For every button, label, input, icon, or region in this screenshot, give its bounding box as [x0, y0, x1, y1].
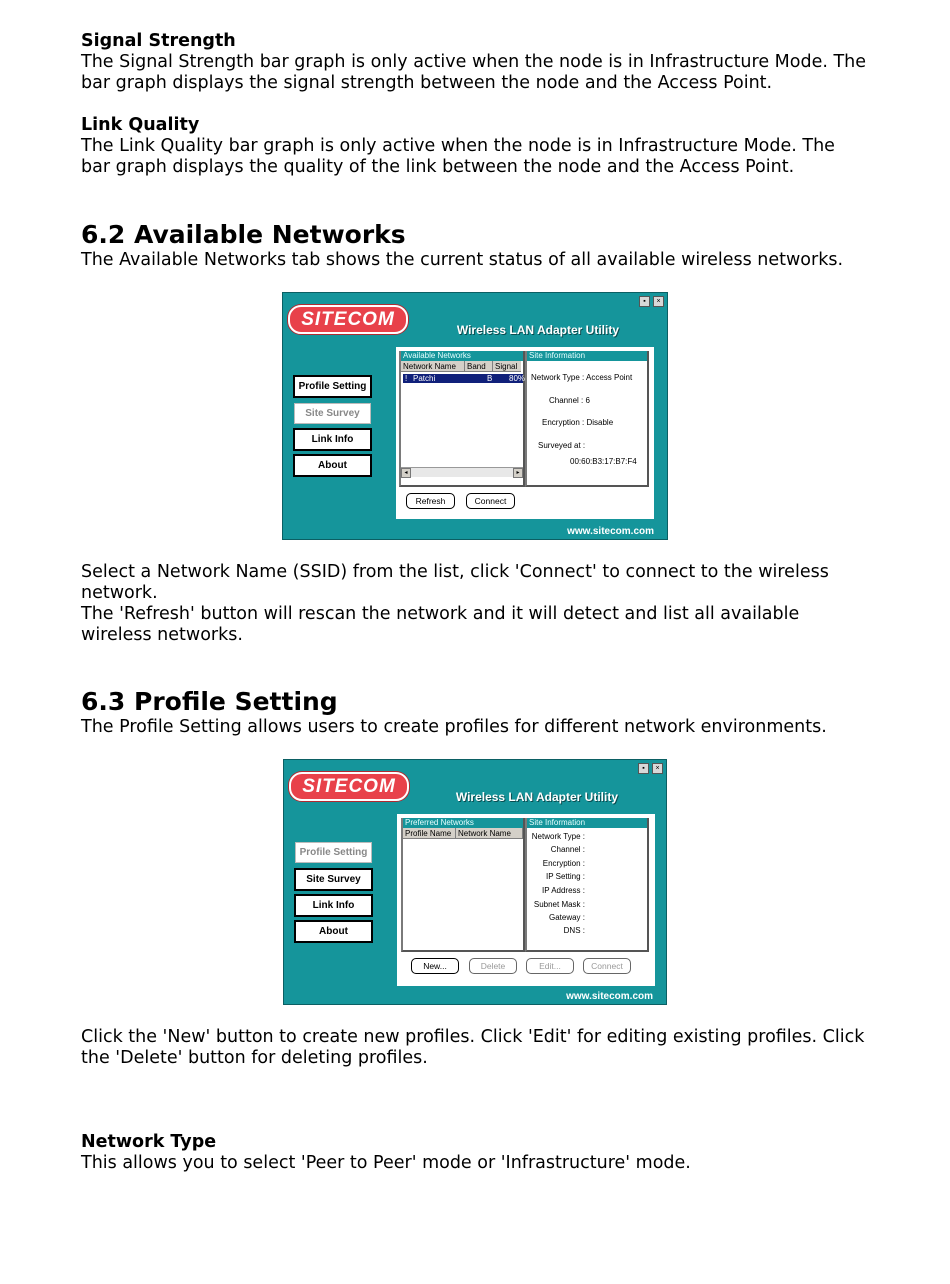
network-type-heading: Network Type — [81, 1132, 217, 1152]
connect-button-label: Connect — [474, 496, 507, 506]
close-icon[interactable]: × — [652, 763, 663, 774]
network-type-text: This allows you to select 'Peer to Peer' mode or 'Infrastructure' mode. — [81, 1153, 691, 1173]
nav-about-button[interactable]: About — [293, 454, 372, 477]
available-networks-after-line2: network. — [81, 583, 158, 603]
signal-strength-text-line1: The Signal Strength bar graph is only active when the node is in Infrastructure Mode. The — [81, 52, 867, 72]
new-button-label: New... — [423, 961, 447, 971]
refresh-button-label: Refresh — [415, 496, 446, 506]
refresh-button[interactable] — [406, 493, 455, 509]
column-network-name[interactable]: Network Name — [401, 361, 465, 372]
signal-strength-text-line2: bar graph displays the signal strength between the node and the Access Point. — [81, 73, 773, 93]
new-profile-button[interactable] — [411, 958, 459, 974]
profile-setting-intro: The Profile Setting allows users to create profiles for different network environments. — [81, 717, 827, 737]
nav-about-button[interactable]: About — [294, 920, 373, 943]
field-gateway: Gateway : — [548, 913, 585, 922]
profile-setting-heading: 6.3 Profile Setting — [81, 687, 338, 716]
nav-site-survey-button[interactable]: Site Survey — [294, 868, 373, 891]
connect-profile-button[interactable] — [583, 958, 631, 974]
field-network-type: Network Type : — [531, 832, 585, 841]
available-networks-panel-title: Available Networks — [401, 351, 523, 361]
profile-setting-screenshot — [283, 759, 667, 1005]
delete-button-label: Delete — [480, 961, 506, 971]
field-ip-setting: IP Setting : — [546, 872, 585, 881]
sitecom-logo: SITECOM — [288, 305, 408, 334]
field-encryption: Encryption : — [542, 859, 585, 868]
preferred-networks-panel — [401, 818, 525, 952]
available-networks-after-line3: The 'Refresh' button will rescan the network and it will detect and list all available — [81, 604, 800, 624]
horizontal-scrollbar[interactable] — [401, 467, 523, 477]
available-networks-intro: The Available Networks tab shows the current status of all available wireless networks. — [81, 250, 844, 270]
nav-link-info-button[interactable]: Link Info — [294, 894, 373, 917]
profile-setting-after-line2: the 'Delete' button for deleting profiles. — [81, 1048, 428, 1068]
link-quality-text-line1: The Link Quality bar graph is only active when the node is in Infrastructure Mode. The — [81, 136, 835, 156]
mac-address-value: 00:60:B3:17:B7:F4 — [570, 457, 637, 466]
delete-profile-button[interactable] — [469, 958, 517, 974]
network-band-cell: B — [487, 374, 493, 383]
column-network-name[interactable]: Network Name — [456, 828, 523, 839]
available-networks-screenshot — [282, 292, 668, 540]
column-band[interactable]: Band — [465, 361, 493, 372]
column-profile-name[interactable]: Profile Name — [403, 828, 456, 839]
column-signal[interactable]: Signal — [493, 361, 521, 372]
preferred-networks-panel-title: Preferred Networks — [403, 818, 523, 828]
network-row-selected[interactable] — [403, 374, 526, 383]
nav-link-info-button[interactable]: Link Info — [293, 428, 372, 451]
available-networks-after-line1: Select a Network Name (SSID) from the list, click 'Connect' to connect to the wireless — [81, 562, 829, 582]
link-quality-heading: Link Quality — [81, 115, 200, 135]
field-dns: DNS : — [563, 926, 585, 935]
scroll-right-icon[interactable]: ▸ — [513, 468, 523, 478]
edit-profile-button[interactable] — [526, 958, 574, 974]
minimize-icon[interactable]: ▪ — [638, 763, 649, 774]
profile-setting-after-line1: Click the 'New' button to create new profiles. Click 'Edit' for editing existing profiles. Click — [81, 1027, 865, 1047]
website-url: www.sitecom.com — [567, 526, 654, 537]
network-type-value: Network Type : Access Point — [531, 373, 633, 382]
available-networks-panel — [399, 351, 525, 487]
site-information-panel-title: Site Information — [527, 818, 647, 828]
close-icon[interactable]: × — [653, 296, 664, 307]
site-information-panel — [525, 818, 649, 952]
connect-button-label: Connect — [591, 961, 623, 971]
available-networks-heading: 6.2 Available Networks — [81, 220, 406, 249]
connect-button[interactable] — [466, 493, 515, 509]
surveyed-at-label: Surveyed at : — [538, 441, 586, 450]
scroll-left-icon[interactable]: ◂ — [401, 468, 411, 478]
edit-button-label: Edit... — [539, 961, 561, 971]
network-signal-cell: 80% — [509, 374, 526, 383]
site-information-panel-title: Site Information — [527, 351, 647, 361]
channel-value: Channel : 6 — [549, 396, 590, 405]
network-name-cell: Patchi — [413, 374, 436, 383]
nav-site-survey-button[interactable]: Site Survey — [294, 403, 371, 424]
sitecom-logo: SITECOM — [289, 772, 409, 801]
site-information-panel — [525, 351, 649, 487]
nav-profile-setting-button[interactable]: Profile Setting — [295, 842, 372, 863]
app-title: Wireless LAN Adapter Utility — [455, 790, 618, 804]
field-subnet-mask: Subnet Mask : — [533, 900, 585, 909]
app-title: Wireless LAN Adapter Utility — [456, 323, 619, 337]
signal-strength-heading: Signal Strength — [81, 31, 236, 51]
link-quality-text-line2: bar graph displays the quality of the link between the node and the Access Point. — [81, 157, 795, 177]
website-url: www.sitecom.com — [566, 991, 653, 1002]
field-ip-address: IP Address : — [542, 886, 585, 895]
encryption-value: Encryption : Disable — [542, 418, 614, 427]
network-icon: ǃ — [405, 374, 408, 383]
field-channel: Channel : — [550, 845, 585, 854]
nav-profile-setting-button[interactable]: Profile Setting — [293, 375, 372, 398]
available-networks-after-line4: wireless networks. — [81, 625, 243, 645]
minimize-icon[interactable]: ▪ — [639, 296, 650, 307]
